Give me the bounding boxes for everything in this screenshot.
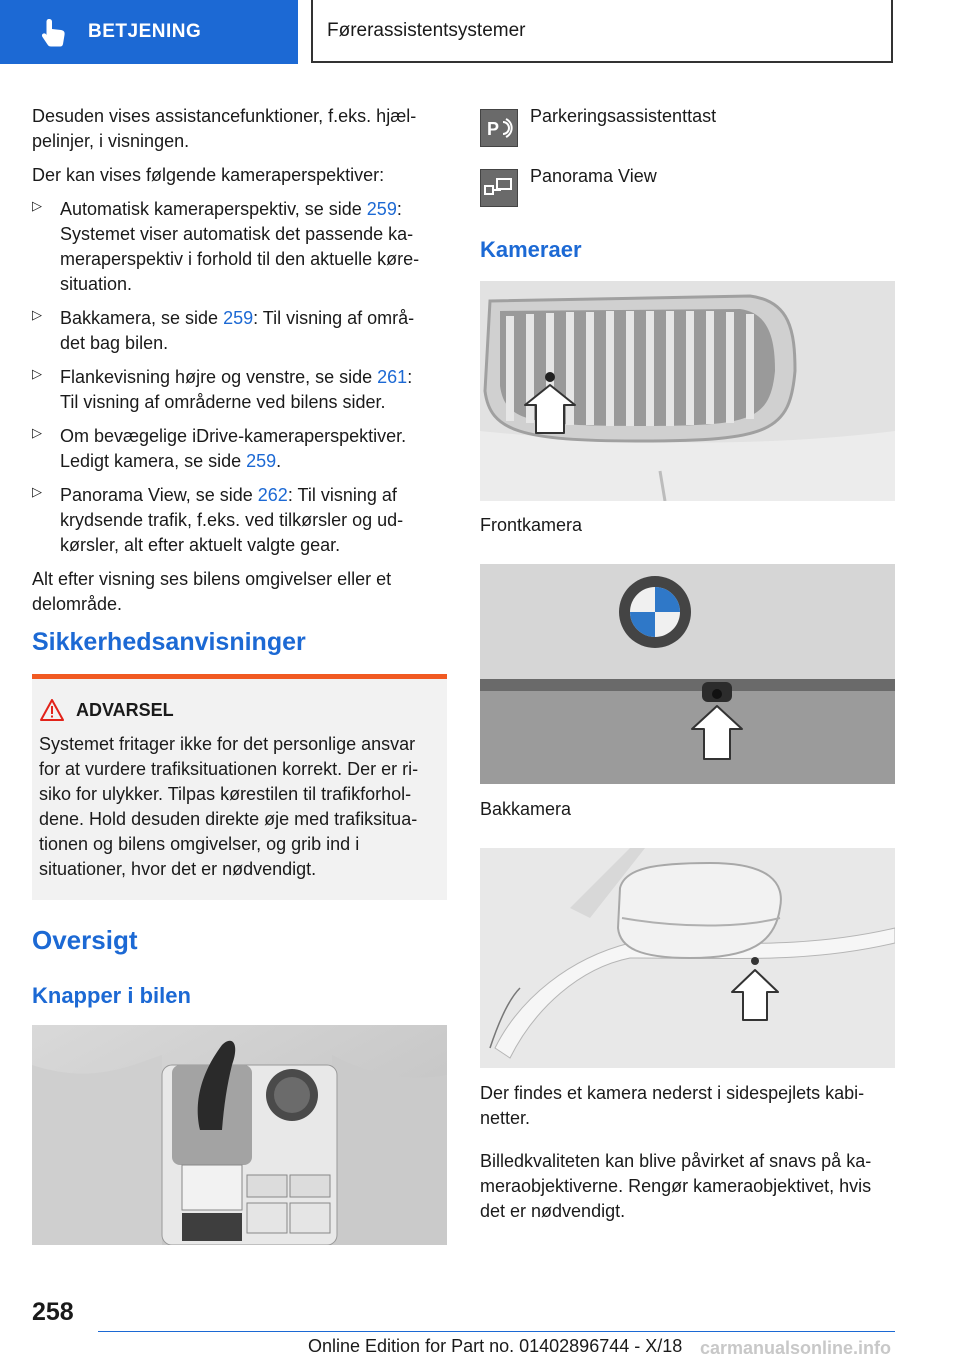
list-text: Flankevisning højre og venstre, se side: [60, 367, 378, 387]
list-text: : Til visning af: [287, 485, 397, 505]
list-item: [32, 424, 448, 474]
warning-box: [32, 679, 447, 900]
list-text: Om bevægelige iDrive-kameraperspektiver.: [60, 426, 407, 446]
bullet-triangle-icon: ▷: [32, 198, 42, 213]
bullet-triangle-icon: ▷: [32, 425, 42, 440]
mirror-camera-paragraph: [480, 1081, 896, 1131]
page-link[interactable]: 259: [246, 451, 277, 471]
list-text: meraperspektiv i forhold til den aktuelle køre-: [60, 249, 420, 269]
mirror-line-1: Der findes et kamera nederst i sidespejlets kabi-: [480, 1083, 865, 1103]
section-tab[interactable]: [0, 0, 298, 64]
center-console-image: [32, 1025, 447, 1245]
panorama-view-icon: [480, 169, 518, 207]
intro-line-2: pelinjer, i visningen.: [32, 131, 190, 151]
quality-line-2: meraobjektiverne. Rengør kameraobjektivet, hvis: [480, 1176, 872, 1196]
overview-heading: Oversigt: [32, 925, 138, 955]
svg-text:P: P: [487, 119, 500, 139]
chapter-title: Førerassistentsystemer: [327, 19, 526, 41]
list-text: kørsler, alt efter aktuelt valgte gear.: [60, 535, 341, 555]
list-text: : Til visning af områ-: [253, 308, 415, 328]
image-quality-paragraph: [480, 1149, 896, 1224]
buttons-heading: Knapper i bilen: [32, 983, 191, 1008]
list-text: det bag bilen.: [60, 333, 169, 353]
list-text: situation.: [60, 274, 133, 294]
list-item: [32, 306, 448, 356]
chapter-header: [311, 0, 893, 63]
image-caption: Bakkamera: [480, 799, 572, 819]
watermark: carmanualsonline.info: [700, 1338, 892, 1358]
button-label: Parkeringsassistenttast: [530, 106, 717, 126]
list-text: Ledigt kamera, se side: [60, 451, 247, 471]
outro-line-2: delområde.: [32, 594, 123, 614]
intro-paragraph: [32, 104, 448, 154]
button-label: Panorama View: [530, 166, 657, 186]
list-text: Panorama View, se side: [60, 485, 258, 505]
intro-block: [32, 104, 448, 617]
bullet-triangle-icon: ▷: [32, 307, 42, 322]
edition-text: Online Edition for Part no. 01402896744 - X/18: [308, 1336, 683, 1356]
list-text: :: [396, 199, 402, 219]
list-item: [32, 365, 448, 415]
mirror-line-2: netter.: [480, 1108, 531, 1128]
warning-text: [39, 732, 444, 882]
warning-line: situationer, hvor det er nødvendigt.: [39, 859, 317, 879]
warning-triangle-icon: [40, 699, 64, 721]
warning-title: ADVARSEL: [76, 699, 174, 720]
image-caption: Frontkamera: [480, 515, 583, 535]
quality-line-3: det er nødvendigt.: [480, 1201, 626, 1221]
page-link[interactable]: 262: [257, 485, 288, 505]
warning-line: Systemet fritager ikke for det personlige ansvar: [39, 734, 416, 754]
list-text: Bakkamera, se side: [60, 308, 224, 328]
cameras-heading: Kameraer: [480, 237, 582, 262]
quality-line-1: Billedkvaliteten kan blive påvirket af snavs på ka-: [480, 1151, 872, 1171]
bullet-triangle-icon: ▷: [32, 366, 42, 381]
list-text: .: [276, 451, 282, 471]
parking-assist-icon: [480, 109, 518, 147]
list-text: krydsende trafik, f.eks. ved tilkørsler og ud-: [60, 510, 404, 530]
list-text: :: [407, 367, 413, 387]
outro-line-1: Alt efter visning ses bilens omgivelser eller et: [32, 569, 392, 589]
list-item: [32, 483, 448, 558]
warning-line: dene. Hold desuden direkte øje med trafiksitua-: [39, 809, 418, 829]
list-text: Til visning af områderne ved bilens sider.: [60, 392, 386, 412]
outro-paragraph: [32, 567, 448, 617]
perspectives-lead: Der kan vises følgende kameraperspektiver:: [32, 165, 385, 185]
side-mirror-camera-image: [480, 848, 895, 1068]
warning-line: tionen og bilens omgivelser, og grib ind i: [39, 834, 360, 854]
intro-line-1: Desuden vises assistancefunktioner, f.eks. hjæl-: [32, 106, 417, 126]
page-link[interactable]: 261: [377, 367, 408, 387]
rear-camera-image: [480, 564, 895, 784]
warning-title-row: [40, 699, 174, 721]
page-link[interactable]: 259: [366, 199, 397, 219]
list-text: Systemet viser automatisk det passende ka-: [60, 224, 414, 244]
hand-pointer-icon: [40, 17, 68, 47]
safety-heading: Sikkerhedsanvisninger: [32, 628, 306, 656]
list-text: Automatisk kameraperspektiv, se side: [60, 199, 367, 219]
section-label: BETJENING: [88, 21, 202, 42]
warning-line: siko for ulykker. Tilpas kørestilen til trafikforhol-: [39, 784, 412, 804]
bullet-triangle-icon: ▷: [32, 484, 42, 499]
page-number: 258: [32, 1298, 74, 1326]
page-link[interactable]: 259: [223, 308, 254, 328]
front-camera-image: [480, 281, 895, 501]
warning-line: for at vurdere trafiksituationen korrekt. Der er ri-: [39, 759, 419, 779]
list-item: [32, 197, 448, 297]
footer-rule: [98, 1331, 895, 1332]
